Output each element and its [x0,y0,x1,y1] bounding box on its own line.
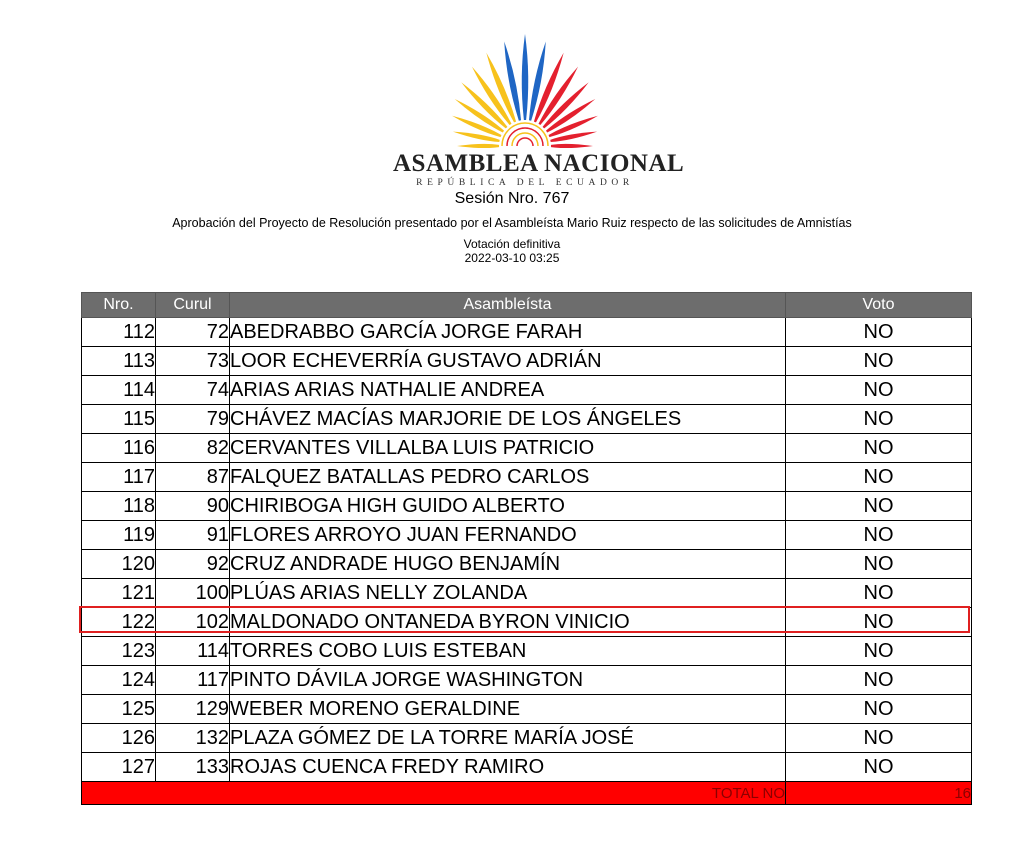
cell-curul: 79 [156,405,230,434]
emblem-ray [551,144,593,148]
emblem-ray [522,34,529,120]
cell-voto: NO [786,521,972,550]
table-row [82,695,972,724]
cell-voto: NO [786,666,972,695]
cell-voto: NO [786,695,972,724]
col-header-voto: Voto [786,293,972,318]
table-row [82,637,972,666]
cell-nro: 126 [82,724,156,753]
cell-curul: 74 [156,376,230,405]
table-row [82,376,972,405]
cell-asambleista: CERVANTES VILLALBA LUIS PATRICIO [230,434,786,463]
cell-asambleista: FALQUEZ BATALLAS PEDRO CARLOS [230,463,786,492]
table-row [82,463,972,492]
cell-asambleista: CHIRIBOGA HIGH GUIDO ALBERTO [230,492,786,521]
cell-nro: 127 [82,753,156,782]
vote-subject: Aprobación del Proyecto de Resolución presentado por el Asambleísta Mario Ruiz respecto de las solicitudes de Amnistías [172,216,852,230]
total-value: 16 [786,782,972,805]
cell-nro: 119 [82,521,156,550]
table-row [82,492,972,521]
table-row [82,347,972,376]
cell-curul: 114 [156,637,230,666]
table-row [82,666,972,695]
cell-voto: NO [786,347,972,376]
cell-voto: NO [786,492,972,521]
cell-voto: NO [786,463,972,492]
table-row [82,521,972,550]
cell-curul: 132 [156,724,230,753]
cell-nro: 113 [82,347,156,376]
cell-asambleista: ABEDRABBO GARCÍA JORGE FARAH [230,318,786,347]
cell-asambleista: MALDONADO ONTANEDA BYRON VINICIO [230,608,786,637]
cell-asambleista: PINTO DÁVILA JORGE WASHINGTON [230,666,786,695]
cell-asambleista: PLAZA GÓMEZ DE LA TORRE MARÍA JOSÉ [230,724,786,753]
cell-curul: 72 [156,318,230,347]
table-row [82,724,972,753]
cell-asambleista: LOOR ECHEVERRÍA GUSTAVO ADRIÁN [230,347,786,376]
cell-voto: NO [786,550,972,579]
emblem-arc [517,138,533,146]
vote-type: Votación definitiva [463,237,561,251]
table-row [82,550,972,579]
emblem-ray [457,144,499,148]
cell-curul: 92 [156,550,230,579]
cell-asambleista: ROJAS CUENCA FREDY RAMIRO [230,753,786,782]
cell-asambleista: CRUZ ANDRADE HUGO BENJAMÍN [230,550,786,579]
cell-voto: NO [786,318,972,347]
cell-asambleista: CHÁVEZ MACÍAS MARJORIE DE LOS ÁNGELES [230,405,786,434]
total-label: TOTAL NO [82,782,786,805]
cell-voto: NO [786,405,972,434]
total-row [82,782,972,805]
cell-nro: 123 [82,637,156,666]
cell-curul: 102 [156,608,230,637]
emblem-ray [529,42,546,121]
cell-voto: NO [786,637,972,666]
cell-curul: 129 [156,695,230,724]
asamblea-logo [393,18,685,188]
cell-nro: 118 [82,492,156,521]
col-header-curul: Curul [156,293,230,318]
cell-nro: 120 [82,550,156,579]
emblem-arc [512,133,538,146]
table-row [82,753,972,782]
cell-curul: 82 [156,434,230,463]
cell-voto: NO [786,376,972,405]
cell-nro: 125 [82,695,156,724]
cell-curul: 73 [156,347,230,376]
col-header-nro: Nro. [82,293,156,318]
emblem-ray [504,42,521,121]
table-row [82,434,972,463]
org-name: ASAMBLEA NACIONAL [393,150,685,177]
cell-voto: NO [786,753,972,782]
table-row [82,405,972,434]
cell-voto: NO [786,579,972,608]
table-row [82,579,972,608]
votes-table [81,292,972,805]
cell-curul: 87 [156,463,230,492]
cell-nro: 121 [82,579,156,608]
cell-asambleista: WEBER MORENO GERALDINE [230,695,786,724]
cell-nro: 117 [82,463,156,492]
cell-nro: 122 [82,608,156,637]
cell-nro: 114 [82,376,156,405]
cell-nro: 124 [82,666,156,695]
cell-curul: 133 [156,753,230,782]
emblem-arc [502,123,548,146]
cell-voto: NO [786,608,972,637]
cell-voto: NO [786,434,972,463]
cell-voto: NO [786,724,972,753]
session-title: Sesión Nro. 767 [454,190,570,207]
cell-nro: 115 [82,405,156,434]
cell-asambleista: PLÚAS ARIAS NELLY ZOLANDA [230,579,786,608]
org-subtitle: REPÚBLICA DEL ECUADOR [416,178,634,188]
col-header-asambleista: Asambleísta [230,293,786,318]
cell-curul: 100 [156,579,230,608]
cell-curul: 117 [156,666,230,695]
table-row [82,608,972,637]
cell-nro: 112 [82,318,156,347]
table-header-row [82,293,972,318]
cell-curul: 91 [156,521,230,550]
sunburst-emblem-icon [393,18,657,148]
cell-asambleista: FLORES ARROYO JUAN FERNANDO [230,521,786,550]
cell-curul: 90 [156,492,230,521]
table-row [82,318,972,347]
cell-asambleista: ARIAS ARIAS NATHALIE ANDREA [230,376,786,405]
cell-asambleista: TORRES COBO LUIS ESTEBAN [230,637,786,666]
cell-nro: 116 [82,434,156,463]
vote-datetime: 2022-03-10 03:25 [464,251,560,265]
